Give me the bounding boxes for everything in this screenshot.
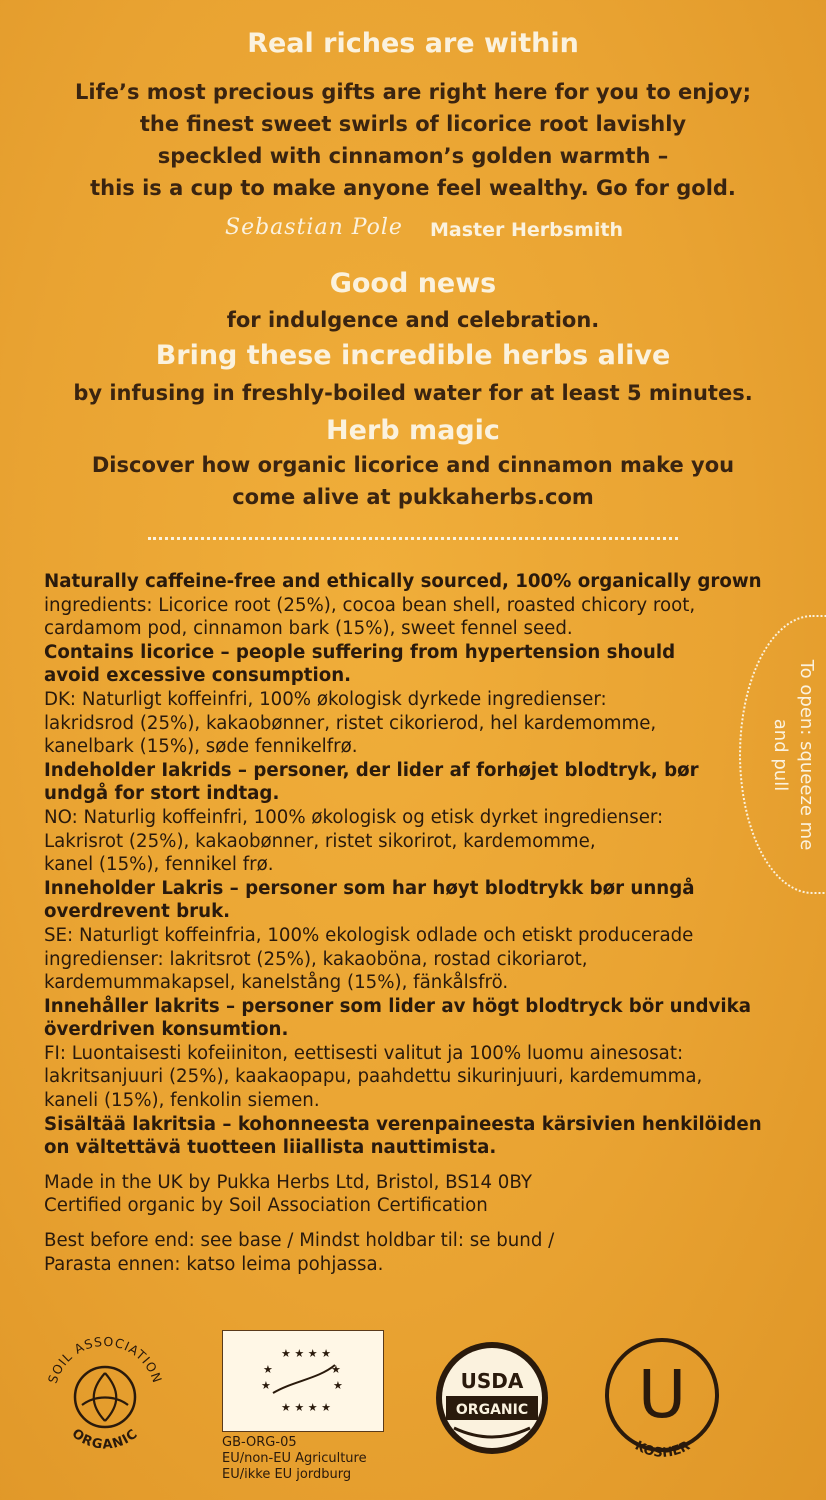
intro-paragraph xyxy=(0,76,826,204)
headline-herb-magic: Herb magic xyxy=(326,415,500,446)
usda-bottom-text: ORGANIC xyxy=(455,1402,529,1418)
pull-tab-line1: To open: squeeze me xyxy=(796,659,817,851)
kosher-logo xyxy=(600,1335,725,1470)
pull-tab-line2: and pull xyxy=(770,718,791,792)
kosher-text: KOSHER xyxy=(632,1438,693,1461)
ingredients-line: cardamom pod, cinnamon bark (15%), sweet fennel seed. xyxy=(44,618,573,640)
eu-code: GB-ORG-05 xyxy=(222,1435,297,1450)
headline-real-riches: Real riches are within xyxy=(247,28,579,59)
ingredients-line: Innehåller lakrits – personer som lider av högt blodtryck bör undvika xyxy=(44,995,751,1017)
ingredients-line: överdriven konsumtion. xyxy=(44,1019,289,1041)
ingredients-line: kaneli (15%), fenkolin siemen. xyxy=(44,1090,320,1112)
ingredients-line: avoid excessive consumption. xyxy=(44,665,352,687)
svg-text:KOSHER xyxy=(632,1438,693,1460)
ingredients-line: Parasta ennen: katso leima pohjassa. xyxy=(44,1253,384,1275)
ingredients-line: Sisältää lakritsia – kohonneesta verenpaineesta kärsivien henkilöiden xyxy=(44,1113,762,1135)
soil-association-top-text: SOIL ASSOCIATION xyxy=(44,1335,166,1386)
svg-text:SOIL ASSOCIATION xyxy=(45,1335,165,1385)
ingredients-line: ingredients: Licorice root (25%), cocoa bean shell, roasted chicory root, xyxy=(44,594,696,616)
svg-text:★: ★ xyxy=(333,1379,343,1392)
signature-title: Master Herbsmith xyxy=(430,219,623,241)
pull-tab-label[interactable] xyxy=(763,610,823,900)
ingredients-line: ingredienser: lakritsrot (25%), kakaoböna, rostad cikoriarot, xyxy=(44,948,588,970)
ingredients-line: kanel (15%), fennikel frø. xyxy=(44,854,274,876)
svg-text:ORGANIC xyxy=(69,1426,141,1452)
svg-text:★: ★ xyxy=(331,1363,341,1376)
ingredients-line: SE: Naturligt koffeinfria, 100% ekologisk odlade och etiskt producerade xyxy=(44,924,694,946)
svg-text:★: ★ xyxy=(263,1363,273,1376)
ingredients-line: DK: Naturligt koffeinfri, 100% økologisk dyrkede ingredienser: xyxy=(44,688,607,710)
ingredients-line: lakritsanjuuri (25%), kaakaopapu, paahdettu sikurinjuuri, kardemumma, xyxy=(44,1066,703,1088)
eu-agriculture-line: EU/non-EU Agriculture xyxy=(222,1451,367,1466)
brew-text: by infusing in freshly-boiled water for at least 5 minutes. xyxy=(73,381,753,405)
eu-organic-text xyxy=(222,1435,367,1483)
dotted-divider xyxy=(148,537,678,540)
ingredients-line: on vältettävä tuotteen liiallista nauttimista. xyxy=(44,1137,497,1159)
eu-organic-leaf-logo xyxy=(222,1330,384,1432)
ingredients-line: lakridsrod (25%), kakaobønner, ristet cikorierod, hel kardemomme, xyxy=(44,712,657,734)
ingredients-line: Made in the UK by Pukka Herbs Ltd, Bristol, BS14 0BY xyxy=(44,1171,532,1193)
ingredients-line: Lakrisrot (25%), kakaobønner, ristet sikorirot, kardemomme, xyxy=(44,830,596,852)
intro-line: speckled with cinnamon’s golden warmth – xyxy=(157,144,669,168)
ingredients-line: Naturally caffeine-free and ethically sourced, 100% organically grown xyxy=(44,571,762,592)
ingredients-line: Inneholder Lakris – personer som har høyt blodtrykk bør unngå xyxy=(44,877,695,899)
headline-good-news: Good news xyxy=(329,268,497,299)
intro-line: Life’s most precious gifts are right here for you to enjoy; xyxy=(75,80,751,104)
good-news-text: for indulgence and celebration. xyxy=(226,308,600,332)
ingredients-block xyxy=(44,570,764,1276)
magic-line: come alive at pukkaherbs.com xyxy=(232,485,594,509)
ingredients-line: Contains licorice – people suffering from hypertension should xyxy=(44,641,676,663)
svg-text:★ ★ ★ ★: ★ ★ ★ ★ xyxy=(281,1401,331,1414)
ingredients-line: kardemummakapsel, kanelstång (15%), fänkålsfrö. xyxy=(44,972,509,994)
intro-line: the finest sweet swirls of licorice root lavishly xyxy=(139,112,687,136)
soil-association-logo xyxy=(40,1335,170,1465)
spacer xyxy=(44,1160,764,1171)
ingredients-line: NO: Naturlig koffeinfri, 100% økologisk og etisk dyrket ingredienser: xyxy=(44,806,664,828)
certification-logos xyxy=(0,1330,826,1500)
svg-text:★: ★ xyxy=(261,1379,271,1392)
intro-line: this is a cup to make anyone feel wealthy. Go for gold. xyxy=(90,176,736,200)
ingredients-line: Best before end: see base / Mindst holdbar til: se bund / xyxy=(44,1230,555,1252)
ingredients-line: kanelbark (15%), søde fennikelfrø. xyxy=(44,736,358,758)
ingredients-line: Indeholder Iakrids – personer, der lider af forhøjet blodtryk, bør xyxy=(44,759,699,781)
spacer xyxy=(44,1218,764,1229)
svg-text:★ ★ ★ ★: ★ ★ ★ ★ xyxy=(281,1347,331,1360)
soil-association-bottom-text: ORGANIC xyxy=(68,1426,142,1453)
ingredients-line: overdrevent bruk. xyxy=(44,901,231,923)
magic-paragraph xyxy=(0,449,826,513)
ingredients-line: Certified organic by Soil Association Certification xyxy=(44,1195,488,1217)
usda-organic-logo xyxy=(432,1338,552,1458)
headline-bring-herbs: Bring these incredible herbs alive xyxy=(155,340,671,371)
ingredients-line: FI: Luontaisesti kofeiiniton, eettisesti valitut ja 100% luomu ainesosat: xyxy=(44,1042,684,1064)
ingredients-line: undgå for stort indtag. xyxy=(44,783,280,805)
eu-leaf-icon xyxy=(223,1331,383,1431)
kosher-letter: U xyxy=(637,1356,687,1433)
signature: Sebastian Pole xyxy=(225,215,403,240)
usda-top-text: USDA xyxy=(460,1369,524,1393)
eu-jordburg-line: EU/ikke EU jordburg xyxy=(222,1467,352,1482)
magic-line: Discover how organic licorice and cinnamon make you xyxy=(91,453,735,477)
